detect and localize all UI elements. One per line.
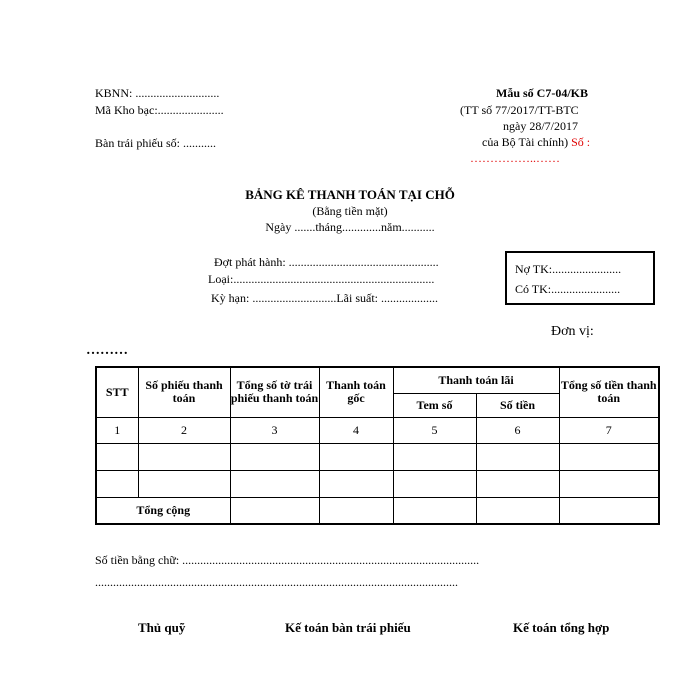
page-subtitle: (Bằng tiền mặt) — [312, 204, 388, 218]
table-cell — [138, 470, 230, 497]
amount-in-words-field: Số tiền bằng chữ: ................................................................................................... — [95, 553, 480, 567]
column-number: 4 — [319, 417, 393, 443]
table-cell — [96, 470, 138, 497]
header-interest-payment: Thanh toán lãi — [393, 367, 559, 393]
table-cell — [319, 443, 393, 470]
header-principal-payment: Thanh toán gốc — [319, 367, 393, 417]
credit-account: Có TK:....................... — [515, 282, 621, 296]
table-cell — [559, 470, 659, 497]
account-box — [505, 251, 655, 305]
total-label: Tổng cộng — [96, 497, 230, 524]
table-header-row — [96, 367, 659, 393]
table-cell — [230, 470, 319, 497]
column-number: 1 — [96, 417, 138, 443]
table-cell — [230, 443, 319, 470]
signature-bond-desk-accountant: Kế toán bàn trái phiếu — [285, 620, 411, 635]
document-number-label: Số : — [571, 135, 591, 149]
column-number: 7 — [559, 417, 659, 443]
type-field: Loại:................................................................... — [208, 272, 435, 286]
column-number: 6 — [476, 417, 559, 443]
total-row — [96, 497, 659, 524]
issuing-ministry — [482, 135, 590, 150]
table-cell — [559, 497, 659, 524]
ministry-label: của Bộ Tài chính) — [482, 135, 569, 149]
form-number: Mẫu số C7-04/KB — [496, 86, 589, 100]
debit-account: Nợ TK:....................... — [515, 262, 622, 276]
column-number: 3 — [230, 417, 319, 443]
table-cell — [559, 443, 659, 470]
table-cell — [393, 443, 476, 470]
payment-table — [95, 366, 660, 525]
unit-label: Đơn vị: — [551, 324, 594, 339]
circular-date: ngày 28/7/2017 — [503, 119, 578, 133]
table-cell — [476, 470, 559, 497]
table-cell — [476, 443, 559, 470]
bond-desk-field: Bàn trái phiếu số: ........... — [95, 136, 216, 150]
signature-chief-accountant: Kế toán tổng hợp — [513, 620, 610, 635]
header-interest-amount: Số tiền — [476, 393, 559, 417]
kbnn-field: KBNN: ............................ — [95, 86, 220, 100]
treasury-code-field: Mã Kho bạc:...................... — [95, 103, 224, 117]
column-number: 5 — [393, 417, 476, 443]
header-total-bonds: Tổng số tờ trái phiếu thanh toán — [230, 367, 319, 417]
table-row — [96, 443, 659, 470]
table-row — [96, 470, 659, 497]
page-title: BẢNG KÊ THANH TOÁN TẠI CHỖ — [245, 187, 455, 202]
table-cell — [230, 497, 319, 524]
table-cell — [319, 470, 393, 497]
document-number-dots: ……………..…… — [470, 151, 560, 165]
header-voucher-number: Số phiếu thanh toán — [138, 367, 230, 417]
column-number: 2 — [138, 417, 230, 443]
table-cell — [319, 497, 393, 524]
circular-reference: (TT số 77/2017/TT-BTC — [460, 103, 579, 117]
header-total-amount: Tổng số tiền thanh toán — [559, 367, 659, 417]
term-interest-field: Kỳ hạn: ............................Lãi suất: ................... — [211, 291, 438, 305]
amount-in-words-line2: ......................................................................................................................... — [95, 575, 458, 589]
table-cell — [138, 443, 230, 470]
signature-cashier: Thủ quỹ — [138, 620, 186, 635]
header-stt: STT — [96, 367, 138, 417]
unit-dots: ……… — [86, 343, 128, 358]
table-cell — [476, 497, 559, 524]
header-coupon-number: Tem số — [393, 393, 476, 417]
column-number-row — [96, 417, 659, 443]
table-cell — [393, 497, 476, 524]
issuance-round-field: Đợt phát hành: .................................................. — [214, 255, 439, 269]
date-line: Ngày .......tháng.............năm........... — [265, 220, 435, 234]
table-cell — [393, 470, 476, 497]
table-cell — [96, 443, 138, 470]
